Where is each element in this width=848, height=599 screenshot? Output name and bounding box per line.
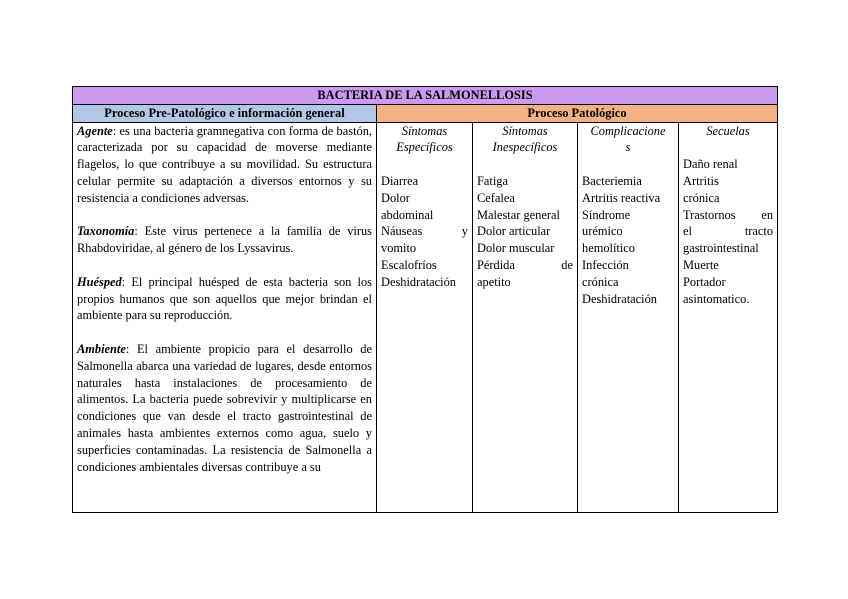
- table-title: BACTERIA DE LA SALMONELLOSIS: [73, 87, 778, 105]
- sequela-item: crónica: [683, 190, 720, 205]
- salmonellosis-table: [72, 86, 778, 513]
- specific-symptoms-cell: [377, 122, 473, 512]
- nonspecific-symptom-item: Cefalea: [477, 190, 515, 205]
- nonspecific-symptoms-list: [477, 173, 573, 291]
- specific-symptoms-header-1: Síntomas: [401, 123, 448, 138]
- agente-text: : es una bacteria gramnegativa con forma de bastón, caracterizada por su capacidad de moverse mediante flagelos, lo que contribuye a su movilidad. Su estructura celular permite su adaptación a diversos entornos y su resistencia a condiciones adversas.: [77, 123, 372, 205]
- nonspecific-symptom-item: Malestar general: [477, 207, 560, 222]
- specific-symptom-item: Náuseas y: [381, 224, 468, 239]
- complication-item: Infección: [582, 257, 629, 272]
- specific-symptoms-list: [381, 173, 468, 291]
- specific-symptom-item: Dolor: [381, 190, 410, 205]
- sequela-item: Portador: [683, 274, 726, 289]
- complication-item: Bacteriemia: [582, 173, 642, 188]
- sequela-item: Daño renal: [683, 157, 738, 172]
- specific-symptom-item: Escalofríos: [381, 257, 437, 272]
- complications-cell: [578, 122, 679, 512]
- nonspecific-symptoms-header-2: Inespecíficos: [492, 140, 558, 155]
- nonspecific-symptom-item: Fatiga: [477, 173, 508, 188]
- complications-header-1: Complicacione: [590, 123, 666, 138]
- ambiente-text: : El ambiente propicio para el desarrollo de Salmonella abarca una variedad de lugares, desde entornos naturales hasta instalaciones de procesamiento de alimentos. La bacteria puede sobrevivir y multiplicarse en condiciones que van desde el tracto gastrointestinal de animales hasta ambientes externos como agua, suelo y superficies contaminadas. La resistencia de Salmonella a condiciones ambientales diversas contribuye a su: [77, 341, 372, 474]
- sequela-item: el tracto: [683, 224, 774, 239]
- nonspecific-symptoms-header-1: Síntomas: [502, 123, 548, 138]
- agente-paragraph: [77, 123, 372, 207]
- specific-symptom-item: vomito: [381, 241, 417, 256]
- complication-item: Artritis reactiva: [582, 190, 661, 205]
- complication-item: Síndrome: [582, 207, 631, 222]
- specific-symptom-item: abdominal: [381, 207, 434, 222]
- huesped-label: Huésped: [77, 274, 122, 289]
- pre-pathologic-header: Proceso Pre-Patológico e información general: [73, 104, 377, 122]
- sequela-item: gastrointestinal: [683, 241, 759, 256]
- sequela-item: Trastornos en: [683, 207, 774, 222]
- sequela-item: Muerte: [683, 257, 719, 272]
- general-info-cell: [73, 122, 377, 512]
- ambiente-paragraph: [77, 341, 372, 475]
- nonspecific-symptom-item: Dolor articular: [477, 224, 551, 239]
- sequelae-list: [683, 156, 773, 307]
- complication-item: hemolítico: [582, 241, 635, 256]
- specific-symptom-item: Diarrea: [381, 173, 419, 188]
- taxonomia-label: Taxonomía: [77, 224, 135, 239]
- sequelae-cell: [679, 122, 778, 512]
- complication-item: urémico: [582, 224, 623, 239]
- specific-symptom-item: Deshidratación: [381, 274, 457, 289]
- complication-item: Deshidratación: [582, 291, 658, 306]
- huesped-text: : El principal huésped de esta bacteria son los propios humanos que son aquellos que mejor brindan el ambiente para su reproducción.: [77, 274, 372, 323]
- taxonomia-paragraph: [77, 223, 372, 257]
- sequelae-header: Secuelas: [706, 123, 750, 138]
- pathologic-header: Proceso Patológico: [377, 104, 778, 122]
- sequela-item: asintomatico.: [683, 291, 750, 306]
- nonspecific-symptom-item: apetito: [477, 274, 511, 289]
- taxonomia-text: : Este virus pertenece a la familia de virus Rhabdoviridae, al género de los Lyssavirus.: [77, 224, 372, 256]
- complications-header-2: s: [625, 140, 631, 155]
- complication-item: crónica: [582, 274, 619, 289]
- nonspecific-symptom-item: Dolor muscular: [477, 241, 555, 256]
- complications-list: [582, 173, 674, 307]
- sequela-item: Artritis: [683, 173, 719, 188]
- ambiente-label: Ambiente: [77, 341, 126, 356]
- agente-label: Agente: [77, 123, 113, 138]
- huesped-paragraph: [77, 274, 372, 324]
- nonspecific-symptom-item: Pérdida de: [477, 257, 573, 272]
- nonspecific-symptoms-cell: [473, 122, 578, 512]
- specific-symptoms-header-2: Específicos: [396, 140, 453, 155]
